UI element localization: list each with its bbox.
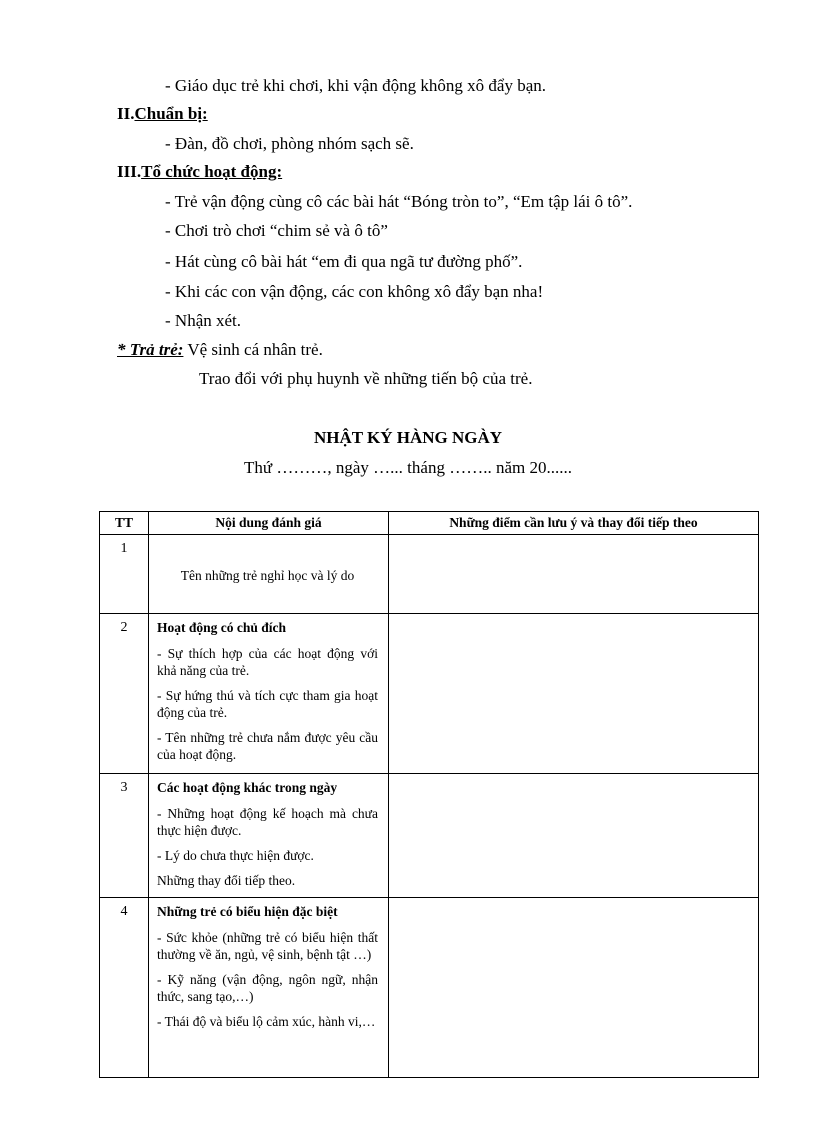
education-line: - Giáo dục trẻ khi chơi, khi vận động không xô đẩy bạn.: [165, 76, 547, 95]
diary-title: NHẬT KÝ HÀNG NGÀY: [313, 428, 503, 447]
row-notes-cell[interactable]: [389, 614, 759, 774]
header-notes: Những điểm cần lưu ý và thay đổi tiếp theo: [389, 512, 759, 535]
row-item: Những thay đổi tiếp theo.: [157, 873, 296, 888]
row-item: - Kỹ năng (vận động, ngôn ngữ, nhận thức, sang tạo,…): [157, 972, 378, 1004]
row-text: Tên những trẻ nghỉ học và lý do: [180, 568, 355, 583]
diary-date-line: Thứ ………, ngày …... tháng …….. năm 20......: [244, 458, 572, 477]
row-number: 4: [100, 898, 149, 1078]
row-item: - Thái độ và biểu lộ cảm xúc, hành vi,…: [157, 1014, 376, 1029]
table-header-row: [100, 512, 759, 535]
row-content: [149, 614, 389, 774]
row-content: [149, 898, 389, 1078]
section-2-heading: [117, 104, 208, 124]
preparation-line: - Đàn, đồ chơi, phòng nhóm sạch sẽ.: [165, 134, 414, 153]
table-row: [100, 614, 759, 774]
section-3-heading: [117, 162, 282, 182]
section-2-title: Chuẩn bị:: [134, 104, 208, 123]
diary-table: [99, 511, 759, 1078]
section-2-number: II.: [117, 104, 135, 123]
row-title: Những trẻ có biểu hiện đặc biệt: [157, 904, 338, 919]
row-item: - Lý do chưa thực hiện được.: [157, 848, 314, 863]
section-3-title: Tổ chức hoạt động:: [141, 162, 283, 181]
row-notes-cell[interactable]: [389, 898, 759, 1078]
tra-tre-label: * Trả trẻ:: [117, 340, 184, 359]
section-3-number: III.: [117, 162, 142, 181]
activity-line-4: - Khi các con vận động, các con không xô đẩy bạn nha!: [165, 282, 544, 301]
row-number: 2: [100, 614, 149, 774]
activity-line-3: - Hát cùng cô bài hát “em đi qua ngã tư đường phố”.: [165, 252, 523, 271]
header-content: Nội dung đánh giá: [149, 512, 389, 535]
row-item: - Tên những trẻ chưa nắm được yêu cầu của hoạt động.: [157, 730, 378, 762]
activity-line-1: - Trẻ vận động cùng cô các bài hát “Bóng tròn to”, “Em tập lái ô tô”.: [165, 192, 633, 211]
row-content: [149, 774, 389, 898]
row-notes-cell[interactable]: [389, 535, 759, 614]
row-item: - Sức khỏe (những trẻ có biểu hiện thất thường về ăn, ngủ, vệ sinh, bệnh tật …): [157, 930, 378, 962]
row-item: - Những hoạt động kế hoạch mà chưa thực hiện được.: [157, 806, 378, 838]
row-notes-cell[interactable]: [389, 774, 759, 898]
row-number: 1: [100, 535, 149, 614]
row-title: Các hoạt động khác trong ngày: [157, 780, 338, 795]
row-number: 3: [100, 774, 149, 898]
tra-tre-text: Vệ sinh cá nhân trẻ.: [183, 340, 323, 359]
activity-line-2: - Chơi trò chơi “chim sẻ và ô tô”: [165, 221, 388, 240]
tra-tre-line: [117, 340, 323, 360]
row-item: - Sự hứng thú và tích cực tham gia hoạt động của trẻ.: [157, 688, 378, 720]
table-row: [100, 774, 759, 898]
tra-tre-text-2: Trao đổi với phụ huynh về những tiến bộ của trẻ.: [199, 369, 533, 388]
activity-line-5: - Nhận xét.: [165, 311, 242, 330]
row-item: - Sự thích hợp của các hoạt động với khả năng của trẻ.: [157, 646, 378, 678]
row-content: [149, 535, 389, 614]
table-row: [100, 535, 759, 614]
row-title: Hoạt động có chủ đích: [157, 620, 287, 635]
table-row: [100, 898, 759, 1078]
header-tt: TT: [100, 512, 149, 535]
